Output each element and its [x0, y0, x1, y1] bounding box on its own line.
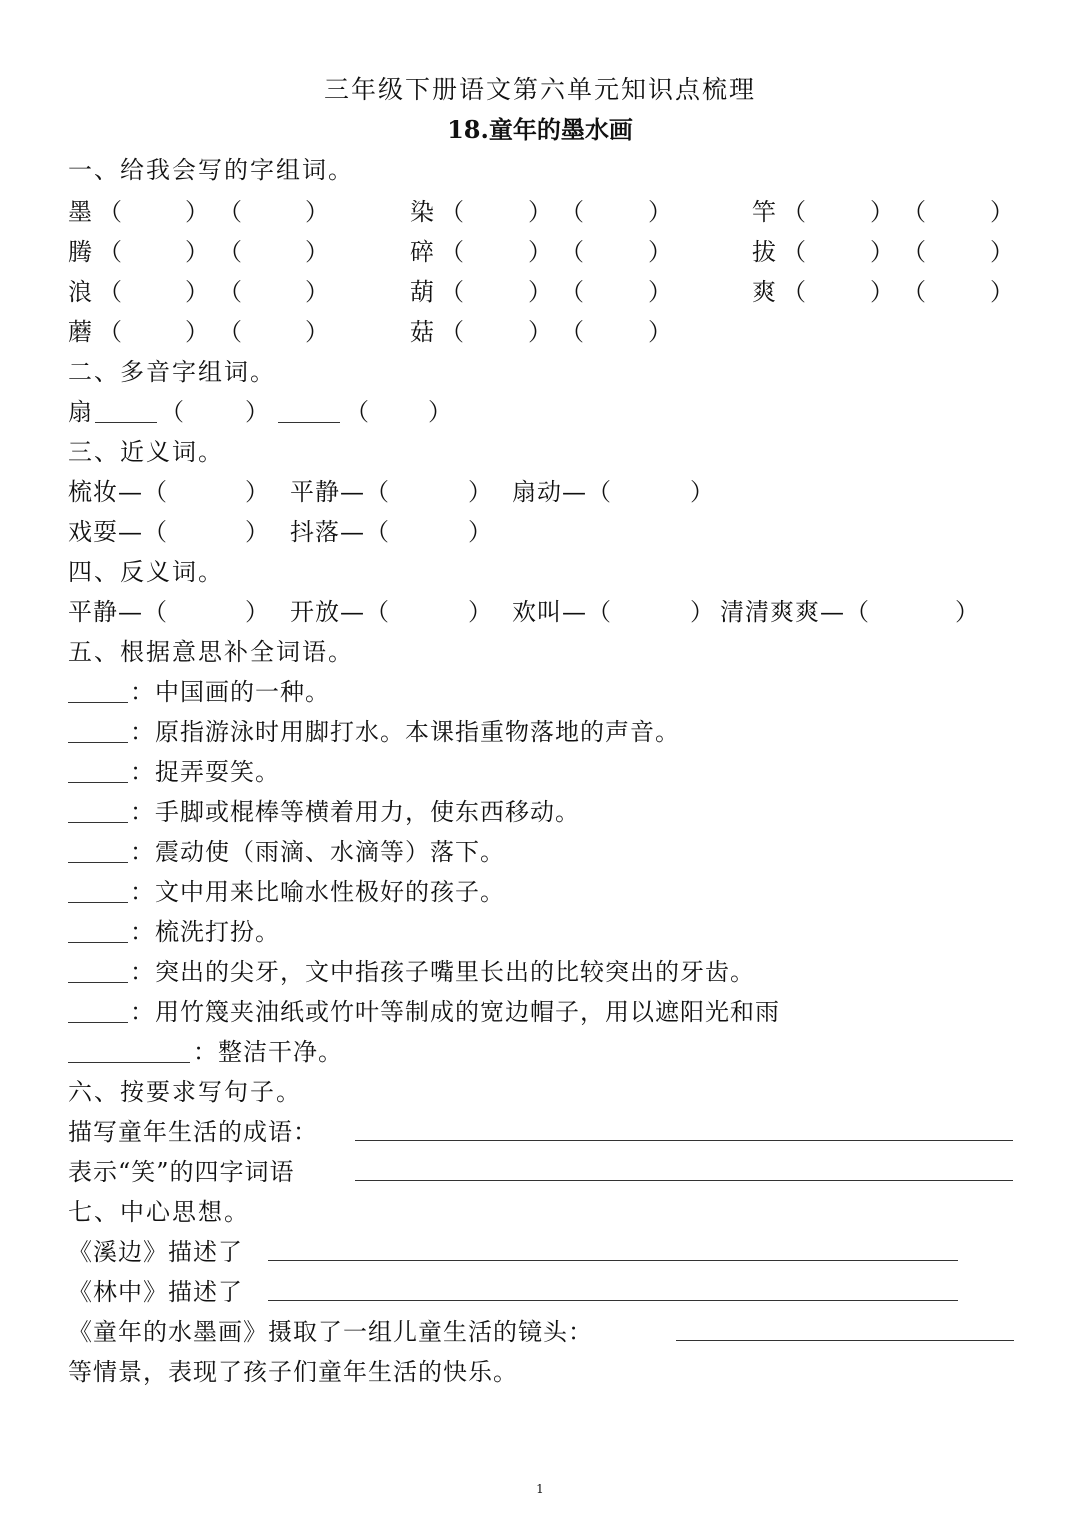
- section-5-heading: 五、根据意思补全词语。: [68, 638, 354, 666]
- paren-close: ）: [528, 238, 552, 266]
- paren-close: ）: [870, 198, 894, 226]
- definition-text: ：震动使（雨滴、水滴等）落下。: [130, 838, 505, 866]
- paren-close: ）: [648, 278, 672, 306]
- paren-close: ）: [690, 598, 714, 626]
- xibian-answer-line[interactable]: [268, 1260, 958, 1261]
- definition-text: ：用竹篾夹油纸或竹叶等制成的宽边帽子，用以遮阳光和雨: [130, 998, 780, 1026]
- paren-open: （: [440, 198, 464, 226]
- answer-blank[interactable]: [278, 422, 340, 423]
- synonym-item: 梳妆—（: [68, 478, 168, 506]
- definition-text: ：手脚或棍棒等横着用力，使东西移动。: [130, 798, 580, 826]
- paren-close: ）: [648, 198, 672, 226]
- paren-open: （: [782, 198, 806, 226]
- paren-open: （: [218, 198, 242, 226]
- paren-open: （: [440, 318, 464, 346]
- answer-blank[interactable]: [68, 902, 128, 903]
- paren-close: ）: [990, 238, 1014, 266]
- page-number: 1: [536, 1482, 544, 1496]
- answer-blank[interactable]: [95, 422, 157, 423]
- char-shuang: 爽: [752, 278, 776, 306]
- section-2-heading: 二、多音字组词。: [68, 358, 276, 386]
- antonym-item: 欢叫—（: [512, 598, 612, 626]
- paren-open: （: [560, 318, 584, 346]
- paren-close: ）: [990, 198, 1014, 226]
- linzhong-label: 《林中》描述了: [68, 1278, 243, 1306]
- paren-close: ）: [468, 518, 492, 546]
- definition-text: ：梳洗打扮。: [130, 918, 280, 946]
- paren-open: （: [560, 238, 584, 266]
- answer-blank[interactable]: [68, 982, 128, 983]
- summary-answer-line[interactable]: [676, 1340, 1014, 1341]
- paren-close: ）: [305, 238, 329, 266]
- char-shan: 扇: [68, 398, 92, 426]
- section-3-heading: 三、近义词。: [68, 438, 224, 466]
- summary-end: 等情景，表现了孩子们童年生活的快乐。: [68, 1358, 518, 1386]
- paren-close: ）: [528, 278, 552, 306]
- paren-close: ）: [428, 398, 452, 426]
- char-ran: 染: [410, 198, 434, 226]
- char-gan: 竿: [752, 198, 776, 226]
- synonym-item: 抖落—（: [290, 518, 390, 546]
- paren-close: ）: [185, 238, 209, 266]
- synonym-item: 平静—（: [290, 478, 390, 506]
- char-lang: 浪: [68, 278, 92, 306]
- paren-open: （: [902, 198, 926, 226]
- answer-blank[interactable]: [68, 742, 128, 743]
- linzhong-answer-line[interactable]: [268, 1300, 958, 1301]
- paren-open: （: [218, 238, 242, 266]
- paren-open: （: [98, 278, 122, 306]
- paren-close: ）: [185, 278, 209, 306]
- definition-text: ：原指游泳时用脚打水。本课指重物落地的声音。: [130, 718, 680, 746]
- paren-open: （: [560, 198, 584, 226]
- char-gu: 菇: [410, 318, 434, 346]
- paren-close: ）: [955, 598, 979, 626]
- definition-text: ：文中用来比喻水性极好的孩子。: [130, 878, 505, 906]
- idiom-answer-line[interactable]: [355, 1140, 1013, 1141]
- synonym-item: 扇动—（: [512, 478, 612, 506]
- definition-text: ：整洁干净。: [193, 1038, 343, 1066]
- paren-open: （: [782, 278, 806, 306]
- paren-open: （: [440, 278, 464, 306]
- paren-open: （: [218, 318, 242, 346]
- char-mo: 墨: [68, 198, 92, 226]
- paren-open: （: [218, 278, 242, 306]
- paren-open: （: [160, 398, 184, 426]
- definition-text: ：中国画的一种。: [130, 678, 330, 706]
- paren-close: ）: [870, 278, 894, 306]
- answer-blank[interactable]: [68, 702, 128, 703]
- paren-close: ）: [870, 238, 894, 266]
- definition-text: ：突出的尖牙，文中指孩子嘴里长出的比较突出的牙齿。: [130, 958, 755, 986]
- paren-close: ）: [528, 318, 552, 346]
- lesson-title: 18.童年的墨水画: [447, 115, 633, 144]
- paren-open: （: [902, 278, 926, 306]
- answer-blank[interactable]: [68, 942, 128, 943]
- paren-close: ）: [245, 398, 269, 426]
- paren-open: （: [560, 278, 584, 306]
- answer-blank[interactable]: [68, 862, 128, 863]
- summary-start: 《童年的水墨画》摄取了一组儿童生活的镜头：: [68, 1318, 593, 1346]
- paren-open: （: [440, 238, 464, 266]
- paren-close: ）: [648, 238, 672, 266]
- section-1-heading: 一、给我会写的字组词。: [68, 156, 354, 184]
- antonym-item: 平静—（: [68, 598, 168, 626]
- char-hu: 葫: [410, 278, 434, 306]
- paren-open: （: [98, 238, 122, 266]
- antonym-item: 开放—（: [290, 598, 390, 626]
- char-ba: 拔: [752, 238, 776, 266]
- paren-close: ）: [528, 198, 552, 226]
- paren-close: ）: [468, 478, 492, 506]
- paren-close: ）: [245, 518, 269, 546]
- paren-close: ）: [990, 278, 1014, 306]
- page-title: 三年级下册语文第六单元知识点梳理: [323, 75, 756, 104]
- char-sui: 碎: [410, 238, 434, 266]
- paren-open: （: [98, 198, 122, 226]
- paren-open: （: [902, 238, 926, 266]
- paren-close: ）: [305, 198, 329, 226]
- synonym-item: 戏耍—（: [68, 518, 168, 546]
- paren-close: ）: [185, 198, 209, 226]
- xibian-label: 《溪边》描述了: [68, 1238, 243, 1266]
- answer-blank[interactable]: [68, 822, 128, 823]
- char-teng: 腾: [68, 238, 92, 266]
- paren-close: ）: [690, 478, 714, 506]
- section-6-heading: 六、按要求写句子。: [68, 1078, 302, 1106]
- paren-close: ）: [245, 478, 269, 506]
- paren-open: （: [782, 238, 806, 266]
- paren-close: ）: [245, 598, 269, 626]
- definition-text: ：捉弄耍笑。: [130, 758, 280, 786]
- paren-close: ）: [185, 318, 209, 346]
- idiom-label: 描写童年生活的成语：: [68, 1118, 318, 1146]
- paren-close: ）: [305, 318, 329, 346]
- antonym-item: 清清爽爽—（: [720, 598, 870, 626]
- section-4-heading: 四、反义词。: [68, 558, 224, 586]
- char-mo2: 蘑: [68, 318, 92, 346]
- answer-blank[interactable]: [68, 782, 128, 783]
- laugh-words-label: 表示“笑”的四字词语: [68, 1158, 295, 1186]
- paren-close: ）: [305, 278, 329, 306]
- answer-blank[interactable]: [68, 1022, 128, 1023]
- paren-open: （: [345, 398, 369, 426]
- paren-open: （: [98, 318, 122, 346]
- paren-close: ）: [468, 598, 492, 626]
- answer-blank[interactable]: [68, 1062, 190, 1063]
- section-7-heading: 七、中心思想。: [68, 1198, 250, 1226]
- paren-close: ）: [648, 318, 672, 346]
- laugh-words-answer-line[interactable]: [355, 1180, 1013, 1181]
